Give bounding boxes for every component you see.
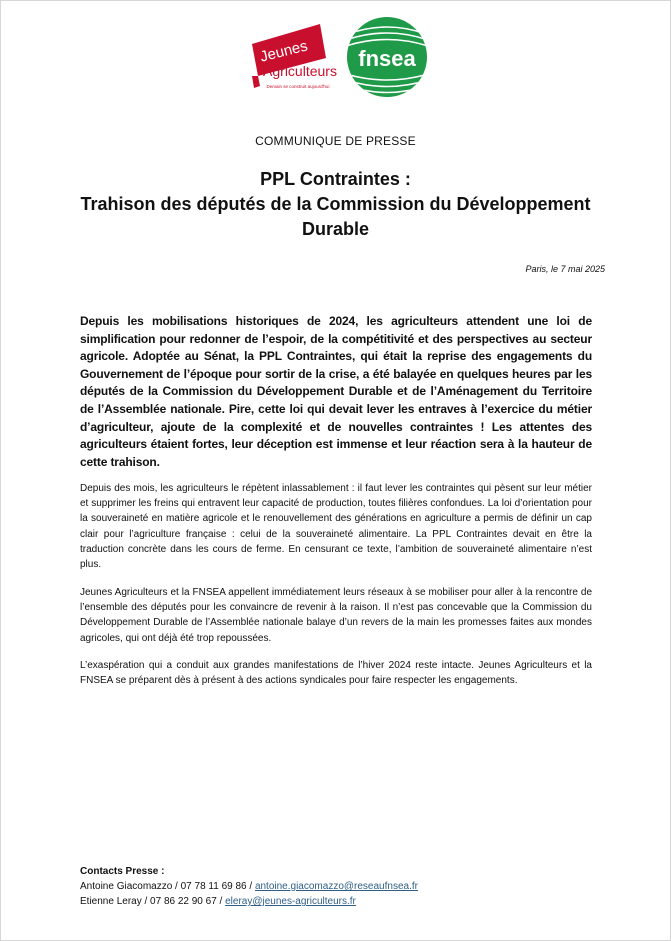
press-release-label: COMMUNIQUE DE PRESSE bbox=[255, 134, 416, 148]
paragraph-2: Jeunes Agriculteurs et la FNSEA appellent immédiatement leurs réseaux à se mobiliser pour aller à la rencontre de l’ensemble des députés pour les convaincre de revenir à la raison. Il n’est pas concevable que la Commission du Développement Durable de l’Assemblée nationale balaye d’un revers de la main les promesses faites aux mondes agricoles, qui ont déjà été trop repoussées. bbox=[80, 587, 592, 644]
contact-2 bbox=[80, 894, 418, 909]
title-line-3: Durable bbox=[301, 219, 370, 239]
contact-2-email-link[interactable]: eleray@jeunes-agriculteurs.fr bbox=[225, 896, 356, 907]
lead-paragraph: Depuis les mobilisations historiques de 2024, les agriculteurs attendent une loi de simplification pour redonner de l’espoir, de la compétitivité et des perspectives au secteur agricole. Adoptée au Sénat, la PPL Contraintes, qui était la reprise des engagements du Gouvernement de l’époque pour sortir de la crise, a été balayée en quelques heures par les députés de la Commission du Développement Durable et de l’Aménagement du Territoire de l’Assemblée nationale. Pire, cette loi qui devait lever les entraves à l’exercice du métier d’agriculteur, ajoute de la complexité et de nouvelles contraintes ! Les attentes des agriculteurs étaient fortes, leur déception est immense et leur réaction sera à la hauteur de cette trahison. bbox=[80, 314, 592, 469]
svg-text:Demain se construit aujourd'hu: Demain se construit aujourd'hui bbox=[266, 84, 330, 89]
fnsea-logo bbox=[346, 16, 428, 98]
page-title bbox=[60, 167, 611, 242]
svg-text:fnsea: fnsea bbox=[358, 46, 416, 71]
svg-text:Agriculteurs: Agriculteurs bbox=[263, 63, 337, 79]
contact-1 bbox=[80, 879, 418, 894]
date: Paris, le 7 mai 2025 bbox=[525, 264, 605, 274]
contact-1-email-link[interactable]: antoine.giacomazzo@reseaufnsea.fr bbox=[254, 881, 418, 892]
contacts-heading: Contacts Presse : bbox=[80, 866, 165, 877]
contact-1-details: Antoine Giacomazzo / 07 78 11 69 86 / bbox=[80, 881, 255, 892]
paragraph-1: Depuis des mois, les agriculteurs le répètent inlassablement : il faut lever les contraintes qui pèsent sur leur métier et supprimer les freins qui entravent leur capacité de production, toutes filières confondues. La loi d’orientation pour la souveraineté en matière agricole et le renouvellement des générations en agriculture a permis de définir un cap clair pour l’agriculture française : celui de la souveraineté alimentaire. La PPL Contraintes devait en être la traduction concrète dans les cours de ferme. En censurant ce texte, l’ambition de souveraineté alimentaire n’est plus. bbox=[80, 483, 592, 571]
title-line-2: Trahison des députés de la Commission du Développement bbox=[80, 194, 591, 214]
press-contacts bbox=[80, 864, 418, 909]
paragraph-3: L’exaspération qui a conduit aux grandes manifestations de l’hiver 2024 reste intacte. Jeunes Agriculteurs et la FNSEA se préparent dès à présent à des actions syndicales pour faire respecter les engagements. bbox=[80, 660, 592, 687]
jeunes-agriculteurs-logo bbox=[246, 18, 342, 102]
svg-text:Jeunes: Jeunes bbox=[258, 37, 310, 66]
title-line-1: PPL Contraintes : bbox=[260, 169, 411, 189]
contact-2-details: Etienne Leray / 07 86 22 90 67 / bbox=[80, 896, 226, 907]
